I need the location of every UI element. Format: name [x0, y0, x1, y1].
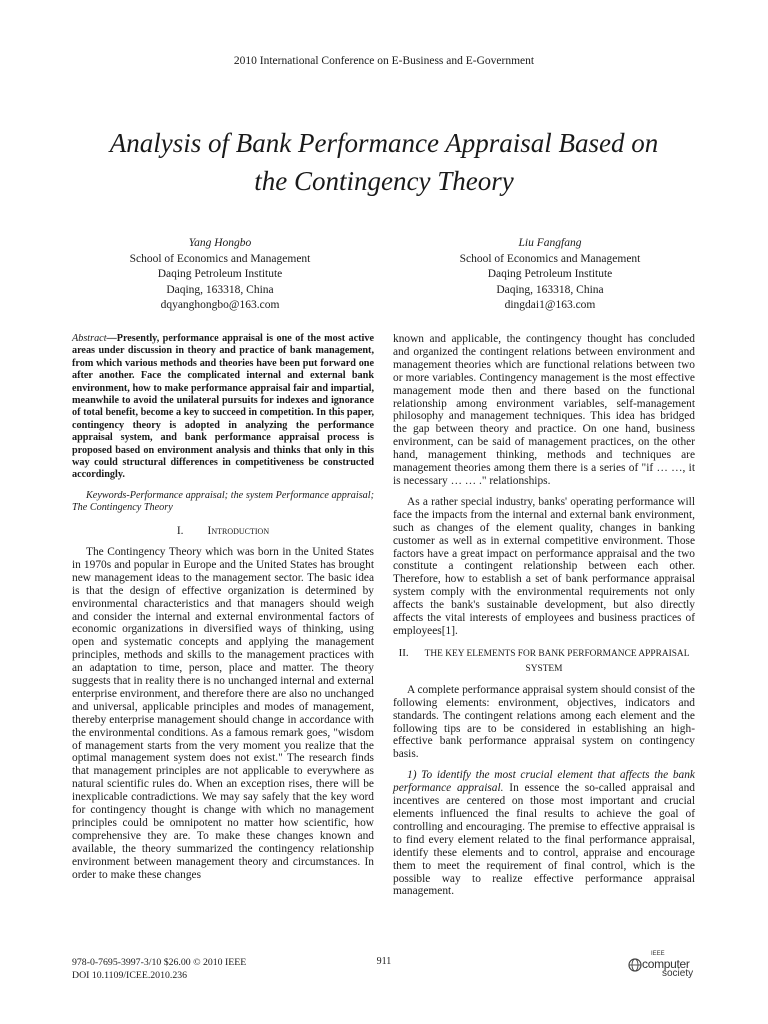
author-block-1 [95, 236, 345, 314]
author-name: Yang Hongbo [188, 237, 252, 249]
globe-icon [628, 958, 642, 972]
title-line-1: Analysis of Bank Performance Appraisal Based on [109, 128, 659, 158]
logo-society-text: society [662, 968, 694, 979]
subsection-lead: 1) To identify the most crucial element that affects the bank performance appraisal. [393, 769, 695, 795]
author-institute: Daqing Petroleum Institute [487, 268, 613, 280]
subsection-text: In essence the so-called appraisal and incentives are centered on those most important and crucial elements influenced the final results to achieve the goal of controlling and encouraging. The premise to effective appraisal is to find every element related to the final performance appraisal, identify these elements and to control, appraise and encourage them to meet the requirement of final control, which is the possible way to realize effective performance appraisal management. [393, 782, 695, 898]
intro-paragraph-1-continued: known and applicable, the contingency thought has concluded and organized the contingent relations between environment and management theories which are functional relations between two or more variables. Contingency management is the most effective management mode then and there based on the functional relationship among environment variables, self-management philosophy and management techniques. This idea has bridged the gap between theory and practice. On one hand, business environment, can be said of management practices, on the other hand, management thinking, methods and techniques are management theories among them there is a series of "if … …, it is necessary … … ." relationships. [393, 333, 695, 487]
logo-ieee-text: IEEE [651, 951, 665, 957]
intro-paragraph-2: As a rather special industry, banks' operating performance will face the impacts from the internal and external bank environment, such as changes of the element quality, changes in banking customer as well as in external competitive environment. Those factors have a great impact on performance appraisal and the two constitute a contingent relationship between each other. Therefore, how to establish a set of bank performance appraisal system comply with the environmental requirements not only affects the bank's sustainable development, but also directly affects the vital interests of employees and business practices of employees[1]. [393, 495, 695, 637]
footer-doi: DOI 10.1109/ICEE.2010.236 [72, 970, 188, 981]
author-block-2 [425, 236, 675, 314]
author-institute: Daqing Petroleum Institute [157, 268, 283, 280]
section-title: THE KEY ELEMENTS FOR BANK PERFORMANCE APPRAISAL SYSTEM [424, 648, 690, 675]
author-city: Daqing, 163318, China [496, 283, 604, 296]
section-number: II. [398, 646, 409, 659]
title-line-2: the Contingency Theory [254, 166, 514, 196]
paper-title [60, 124, 708, 200]
section-2-paragraph-1: A complete performance appraisal system should consist of the following elements: environment, objectives, indicators and standards. The contingent relations among each element and the following tips are to be considered in establishing an high-effective bank performance appraisal system on contingency basis. [393, 683, 695, 761]
section-title: Introduction [207, 525, 270, 538]
abstract-text: —Presently, performance appraisal is one of the most active areas under discussion in theory and practice of bank management, from which various methods and theories have been put forward one after another. Face the complicated internal and external bank environment, how to make performance appraisal fair and impartial, meanwhile to avoid the unilateral pursuits for indexes and ignorance of total benefit, become a key to succeed in competition. In this paper, contingency theory is adopted in analyzing the performance appraisal system, and bank performance appraisal process is proposed based on environment analysis and thinks that only in this way could structural differences in competitiveness be constructed accordingly. [72, 333, 374, 481]
conference-header: 2010 International Conference on E-Business and E-Government [233, 55, 535, 67]
abstract-lead: Abstract [72, 333, 107, 344]
author-email: dingdai1@163.com [504, 299, 596, 311]
abstract [72, 333, 374, 482]
author-email: dqyanghongbo@163.com [160, 299, 280, 311]
section-2-heading [393, 646, 695, 678]
keywords: Keywords-Performance appraisal; the system Performance appraisal; The Contingency Theory [72, 489, 374, 514]
page-number: 911 [376, 956, 392, 967]
author-school: School of Economics and Management [129, 252, 311, 265]
right-column [393, 333, 695, 906]
left-column [72, 333, 374, 890]
author-name: Liu Fangfang [518, 237, 582, 249]
logo-computer-text: computer [642, 957, 690, 971]
intro-paragraph-1: The Contingency Theory which was born in the United States in 1970s and popular in Europe and the United States has brought new management ideas to the management sector. The basic idea is that the design of effective organization is determined by environmental characteristics and that managers should weigh and consider the internal and external environmental factors of economic organizations in diversified ways of thinking, using open and systematic concepts and applying the management principles, methods and skills to the management practices with an adaptation to time, person, place and matter. The theory suggests that in reality there is no unchanged internal and external enterprise environment, and therefore there are also no unchanged and universal, applicable principles and modes of management, thereby enterprise management should change in accordance with the environmental conditions. As a famous remark goes, "wisdom of management starts from the very moment you realize that the optimal management system does not exist." The research finds that management principles are not applicable to everywhere as natural scientific rules do. When an exception rises, there will be inexplicable contradictions. We may say safely that the key word for contingency thought is change with which no management principles could be omnipotent no matter how scientific, how comprehensive they are. To make these changes known and available, the theory summarized the contingency relationship environment between management theory and circumstances. In order to make these changes [72, 545, 374, 881]
section-number: I. [176, 525, 184, 538]
author-school: School of Economics and Management [459, 252, 641, 265]
section-2-paragraph-2 [393, 769, 695, 898]
section-1-heading [72, 525, 374, 538]
author-city: Daqing, 163318, China [166, 283, 274, 296]
footer-isbn: 978-0-7695-3997-3/10 $26.00 © 2010 IEEE [72, 957, 247, 968]
